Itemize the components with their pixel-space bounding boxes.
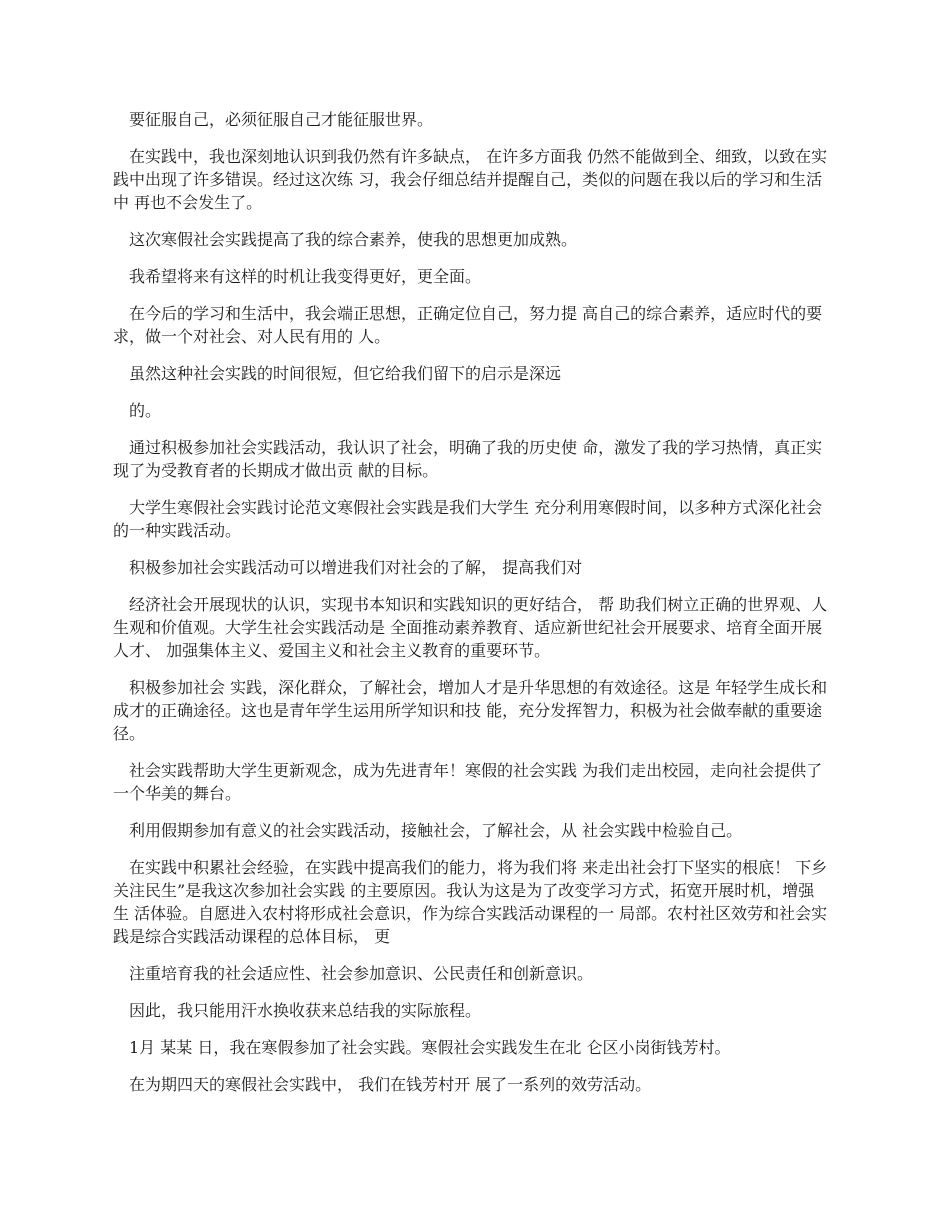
paragraph: 在实践中，我也深刻地认识到我仍然有许多缺点， 在许多方面我 仍然不能做到全、细致，以致在实践中出现了许多错误。经过这次练 习，我会仔细总结并提醒自己，类似的问题在我以后的学习和生活中 再也不会发生了。 [113, 147, 828, 212]
paragraph: 经济社会开展现状的认识，实现书本知识和实践知识的更好结合， 帮 助我们树立正确的世界观、人生观和价值观。大学生社会实践活动是 全面推动素养教育、适应新世纪社会开展要求、培育全面开展人才、 加强集体主义、爱国主义和社会主义教育的重要环节。 [113, 595, 828, 660]
paragraph: 1月 某某 日，我在寒假参加了社会实践。寒假社会实践发生在北 仑区小岗街钱芳村。 [129, 1038, 731, 1057]
paragraph: 虽然这种社会实践的时间很短，但它给我们留下的启示是深远 [129, 364, 562, 383]
document-body [113, 108, 829, 1110]
paragraph: 通过积极参加社会实践活动，我认识了社会，明确了我的历史使 命，激发了我的学习热情，真正实现了为受教育者的长期成才做出贡 献的目标。 [113, 438, 823, 480]
paragraph: 社会实践帮助大学生更新观念，成为先进青年！寒假的社会实践 为我们走出校园，走向社会提供了一个华美的舞台。 [113, 761, 823, 803]
paragraph: 因此，我只能用汗水换收获来总结我的实际旅程。 [129, 1001, 482, 1020]
paragraph: 的。 [129, 401, 162, 420]
paragraph: 在为期四天的寒假社会实践中， 我们在钱芳村开 展了一系列的效劳活动。 [129, 1075, 652, 1094]
paragraph: 在今后的学习和生活中，我会端正思想，正确定位自己，努力提 高自己的综合素养，适应时代的要求，做一个对社会、对人民有用的 人。 [113, 304, 823, 346]
paragraph: 大学生寒假社会实践讨论范文寒假社会实践是我们大学生 充分利用寒假时间，以多种方式深化社会的一种实践活动。 [113, 498, 823, 540]
paragraph: 积极参加社会 实践，深化群众，了解社会，增加人才是升华思想的有效途径。这是 年轻学生成长和成才的正确途径。这也是青年学生运用所学知识和技 能，充分发挥智力，积极为社会做奉献的重要途径。 [113, 678, 828, 743]
paragraph: 积极参加社会实践活动可以增进我们对社会的了解， 提高我们对 [129, 558, 583, 577]
paragraph: 我希望将来有这样的时机让我变得更好，更全面。 [129, 267, 482, 286]
paragraph: 注重培育我的社会适应性、社会参加意识、公民责任和创新意识。 [129, 964, 594, 983]
paragraph: 要征服自己，必须征服自己才能征服世界。 [129, 110, 434, 129]
paragraph: 这次寒假社会实践提高了我的综合素养，使我的思想更加成熟。 [129, 230, 578, 249]
paragraph: 在实践中积累社会经验，在实践中提高我们的能力，将为我们将 来走出社会打下坚实的根底！ 下乡关注民生”是我这次参加社会实践 的主要原因。我认为这是为了改变学习方式，拓宽开展时机，增强生 活体验。自愿进入农村将形成社会意识，作为综合实践活动课程的一 局部。农村社区效劳和社会实践是综合实践活动课程的总体目标， 更 [113, 858, 828, 946]
paragraph: 利用假期参加有意义的社会实践活动，接触社会，了解社会，从 社会实践中检验自己。 [129, 821, 743, 840]
